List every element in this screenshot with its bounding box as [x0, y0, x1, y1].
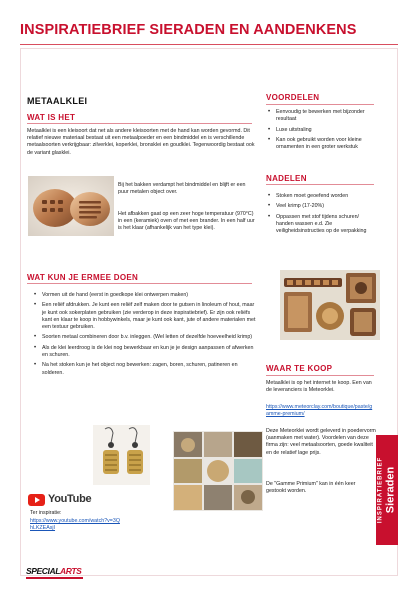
advantages-list	[267, 109, 373, 155]
section-divider	[266, 184, 374, 185]
section-divider	[27, 123, 252, 124]
list-item: • Soorten metaal combineren door b.v. inleggen. (Wel letten of dezelfde hoeveelheid krimp)	[33, 334, 258, 341]
list-item: • Als de klei leerdroog is de klei nog bewerkbaar en kun je je design aanpassen of afwerken en schuren.	[33, 345, 258, 359]
special-arts-logo	[26, 566, 86, 582]
main-heading: METAALKLEI	[27, 96, 88, 106]
firing-paragraph: Het afbakken gaat op een zeer hoge temperatuur (970°C) in een (keramiek) oven of met een brander. In een half uur is het klaar (afhankelijk van het type klei).	[118, 211, 255, 232]
list-item: • Stoken moet geoefend worden	[267, 193, 373, 200]
section-heading-wat-kun-je: WAT KUN JE ERMEE DOEN	[27, 273, 139, 282]
pendants-image	[280, 270, 380, 340]
baking-paragraph: Bij het bakken verdampt het bindmiddel en blijft er een puur metalen object over.	[118, 182, 246, 196]
list-item: • Veel krimp (17-20%)	[267, 203, 373, 210]
section-heading-wat-is-het: WAT IS HET	[27, 113, 76, 122]
side-tab-label: Sieraden	[384, 466, 397, 514]
meteorclay-link[interactable]: https://www.meteorclay.com/boutique/paste/gamme-premium/	[266, 404, 373, 418]
section-divider	[27, 283, 252, 284]
list-item: • Na het stoken kun je het object nog bewerken: zagen, boren, schuren, patineren en solderen.	[33, 362, 258, 376]
logo-text-arts: ARTS	[60, 566, 82, 576]
logo-text-special: SPECIAL	[26, 566, 61, 576]
title-divider	[20, 44, 398, 45]
section-heading-voordelen: VOORDELEN	[266, 93, 320, 102]
youtube-caption: Ter inspiratie:	[30, 510, 62, 516]
list-item: • Vormen uit de hand (eerst in goedkope klei ontwerpen maken)	[33, 292, 258, 299]
list-item: • Eenvoudig te bewerken met bijzonder resultaat	[267, 109, 373, 123]
uses-list	[33, 292, 258, 380]
youtube-play-icon	[28, 494, 45, 506]
list-item: • Een reliëf afdrukken. Je kunt een reliëf zelf maken door te gutsen in linoleum of hout, maar je kunt ook sokerplaten gebruiken (zie verderop in deze inspiratiebrief). Er zijn ook reliëfs kant en klaar te koop in hobbywinkels, maar je kunt ook kant, jute of andere materialen met een textuur gebruiken.	[33, 302, 258, 331]
section-heading-nadelen: NADELEN	[266, 174, 307, 183]
section-divider	[266, 104, 374, 105]
side-tab	[376, 435, 398, 545]
earrings-image	[93, 425, 150, 485]
disadvantages-list	[267, 193, 373, 239]
list-item: • Oppassen met stof tijdens schuren/ handen wassen e.d. Zie veiligheidsinstructies op de verpakking	[267, 214, 373, 236]
side-tab-small-label: INSPIRATIEBRIEF	[377, 456, 384, 524]
premium-paragraph: De "Gamme Primium" kan in één keer gestookt worden.	[266, 481, 356, 495]
meteorclay-paragraph: Deze Meteorklei wordt geleverd in poedervorm (aanmaken met water). Voordelen van deze firma zijn: veel metaalsoorten, goede kwaliteit en de relatief lage prijs.	[266, 428, 376, 456]
metal-clay-pieces-image	[28, 176, 114, 236]
list-item: • Kan ook gebruikt worden voor kleine ornamenten in een groter werkstuk	[267, 137, 373, 151]
list-item: • Luxe uitstraling	[267, 127, 373, 134]
youtube-link[interactable]: https://www.youtube.com/watch?v=3QhLKZEAsjI	[30, 518, 120, 532]
shop-paragraph: Metaalklei is op het internet te koop. Een van de leveranciers is Meteorklei.	[266, 380, 372, 394]
clay-projects-collage-image	[173, 431, 263, 511]
section-divider	[266, 375, 374, 376]
page-title: INSPIRATIEBRIEF SIERADEN EN AANDENKENS	[20, 22, 357, 38]
youtube-logo	[28, 493, 98, 507]
intro-paragraph: Metaalklei is een kleisoort dat net als andere kleisoorten met de hand kan worden gevormd. Dit relatief nieuwe materiaal bestaat uit een metaalpoeder en een bindmiddel en is verschillende metaalsoorten verkrijgbaar: zilverklei, koperklei, bronsklei en goudklei. Tegenwoordig bestaat ook de variant glasklei.	[27, 128, 255, 156]
section-heading-waar-te-koop: WAAR TE KOOP	[266, 364, 333, 373]
logo-underline	[26, 577, 83, 579]
youtube-wordmark: YouTube	[48, 493, 92, 505]
